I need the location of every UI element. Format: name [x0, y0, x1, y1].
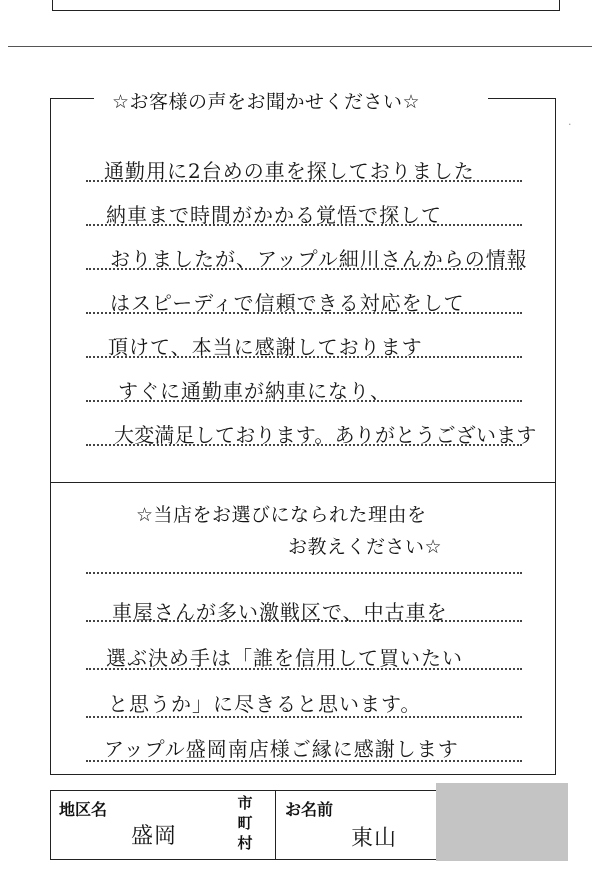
handwritten-line: すぐに通勤車が納車になり、	[118, 379, 391, 403]
handwritten-line: 納車まで時間がかかる覚悟で探して	[106, 203, 442, 227]
handwritten-line: と思うか」に尽きると思います。	[108, 692, 422, 716]
handwritten-line: 通勤用に2台めの車を探しておりました	[104, 159, 475, 183]
handwritten-line: 車屋さんが多い激戦区で、中古車を	[112, 600, 448, 624]
city-suffix-options	[234, 793, 256, 853]
separator-line	[8, 46, 592, 47]
footer-divider	[275, 791, 276, 859]
suffix-village: 村	[237, 834, 253, 852]
area-value: 盛岡	[131, 824, 178, 849]
suffix-town: 町	[237, 814, 253, 832]
name-label: お名前	[285, 800, 334, 819]
handwritten-line: 選ぶ決め手は「誰を信用して買いたい	[106, 646, 463, 670]
handwritten-line: 頂けて、本当に感謝しております	[108, 335, 423, 359]
redaction-block	[436, 783, 568, 861]
dotted-rule	[86, 572, 522, 574]
reason-heading-line2: お教えください☆	[288, 536, 443, 558]
top-form-box	[52, 0, 560, 11]
section-divider	[50, 482, 555, 483]
name-value: 東山	[351, 826, 398, 851]
reason-heading-line1: ☆当店をお選びになられた理由を	[136, 504, 427, 526]
suffix-city: 市	[237, 794, 253, 812]
frame-top-right-edge	[488, 98, 555, 99]
handwritten-line: 大変満足しております。ありがとうございます	[114, 423, 537, 447]
customer-voice-heading: ☆お客様の声をお聞かせください☆	[112, 91, 421, 113]
margin-mark: ·	[568, 118, 572, 131]
frame-top-left-edge	[50, 98, 94, 99]
handwritten-line: アップル盛岡南店様ご縁に感謝します	[104, 737, 459, 761]
area-label: 地区名	[59, 800, 108, 819]
handwritten-line: はスピーディで信頼できる対応をして	[110, 291, 465, 315]
handwritten-line: おりましたが、アップル細川さんからの情報	[110, 247, 528, 271]
